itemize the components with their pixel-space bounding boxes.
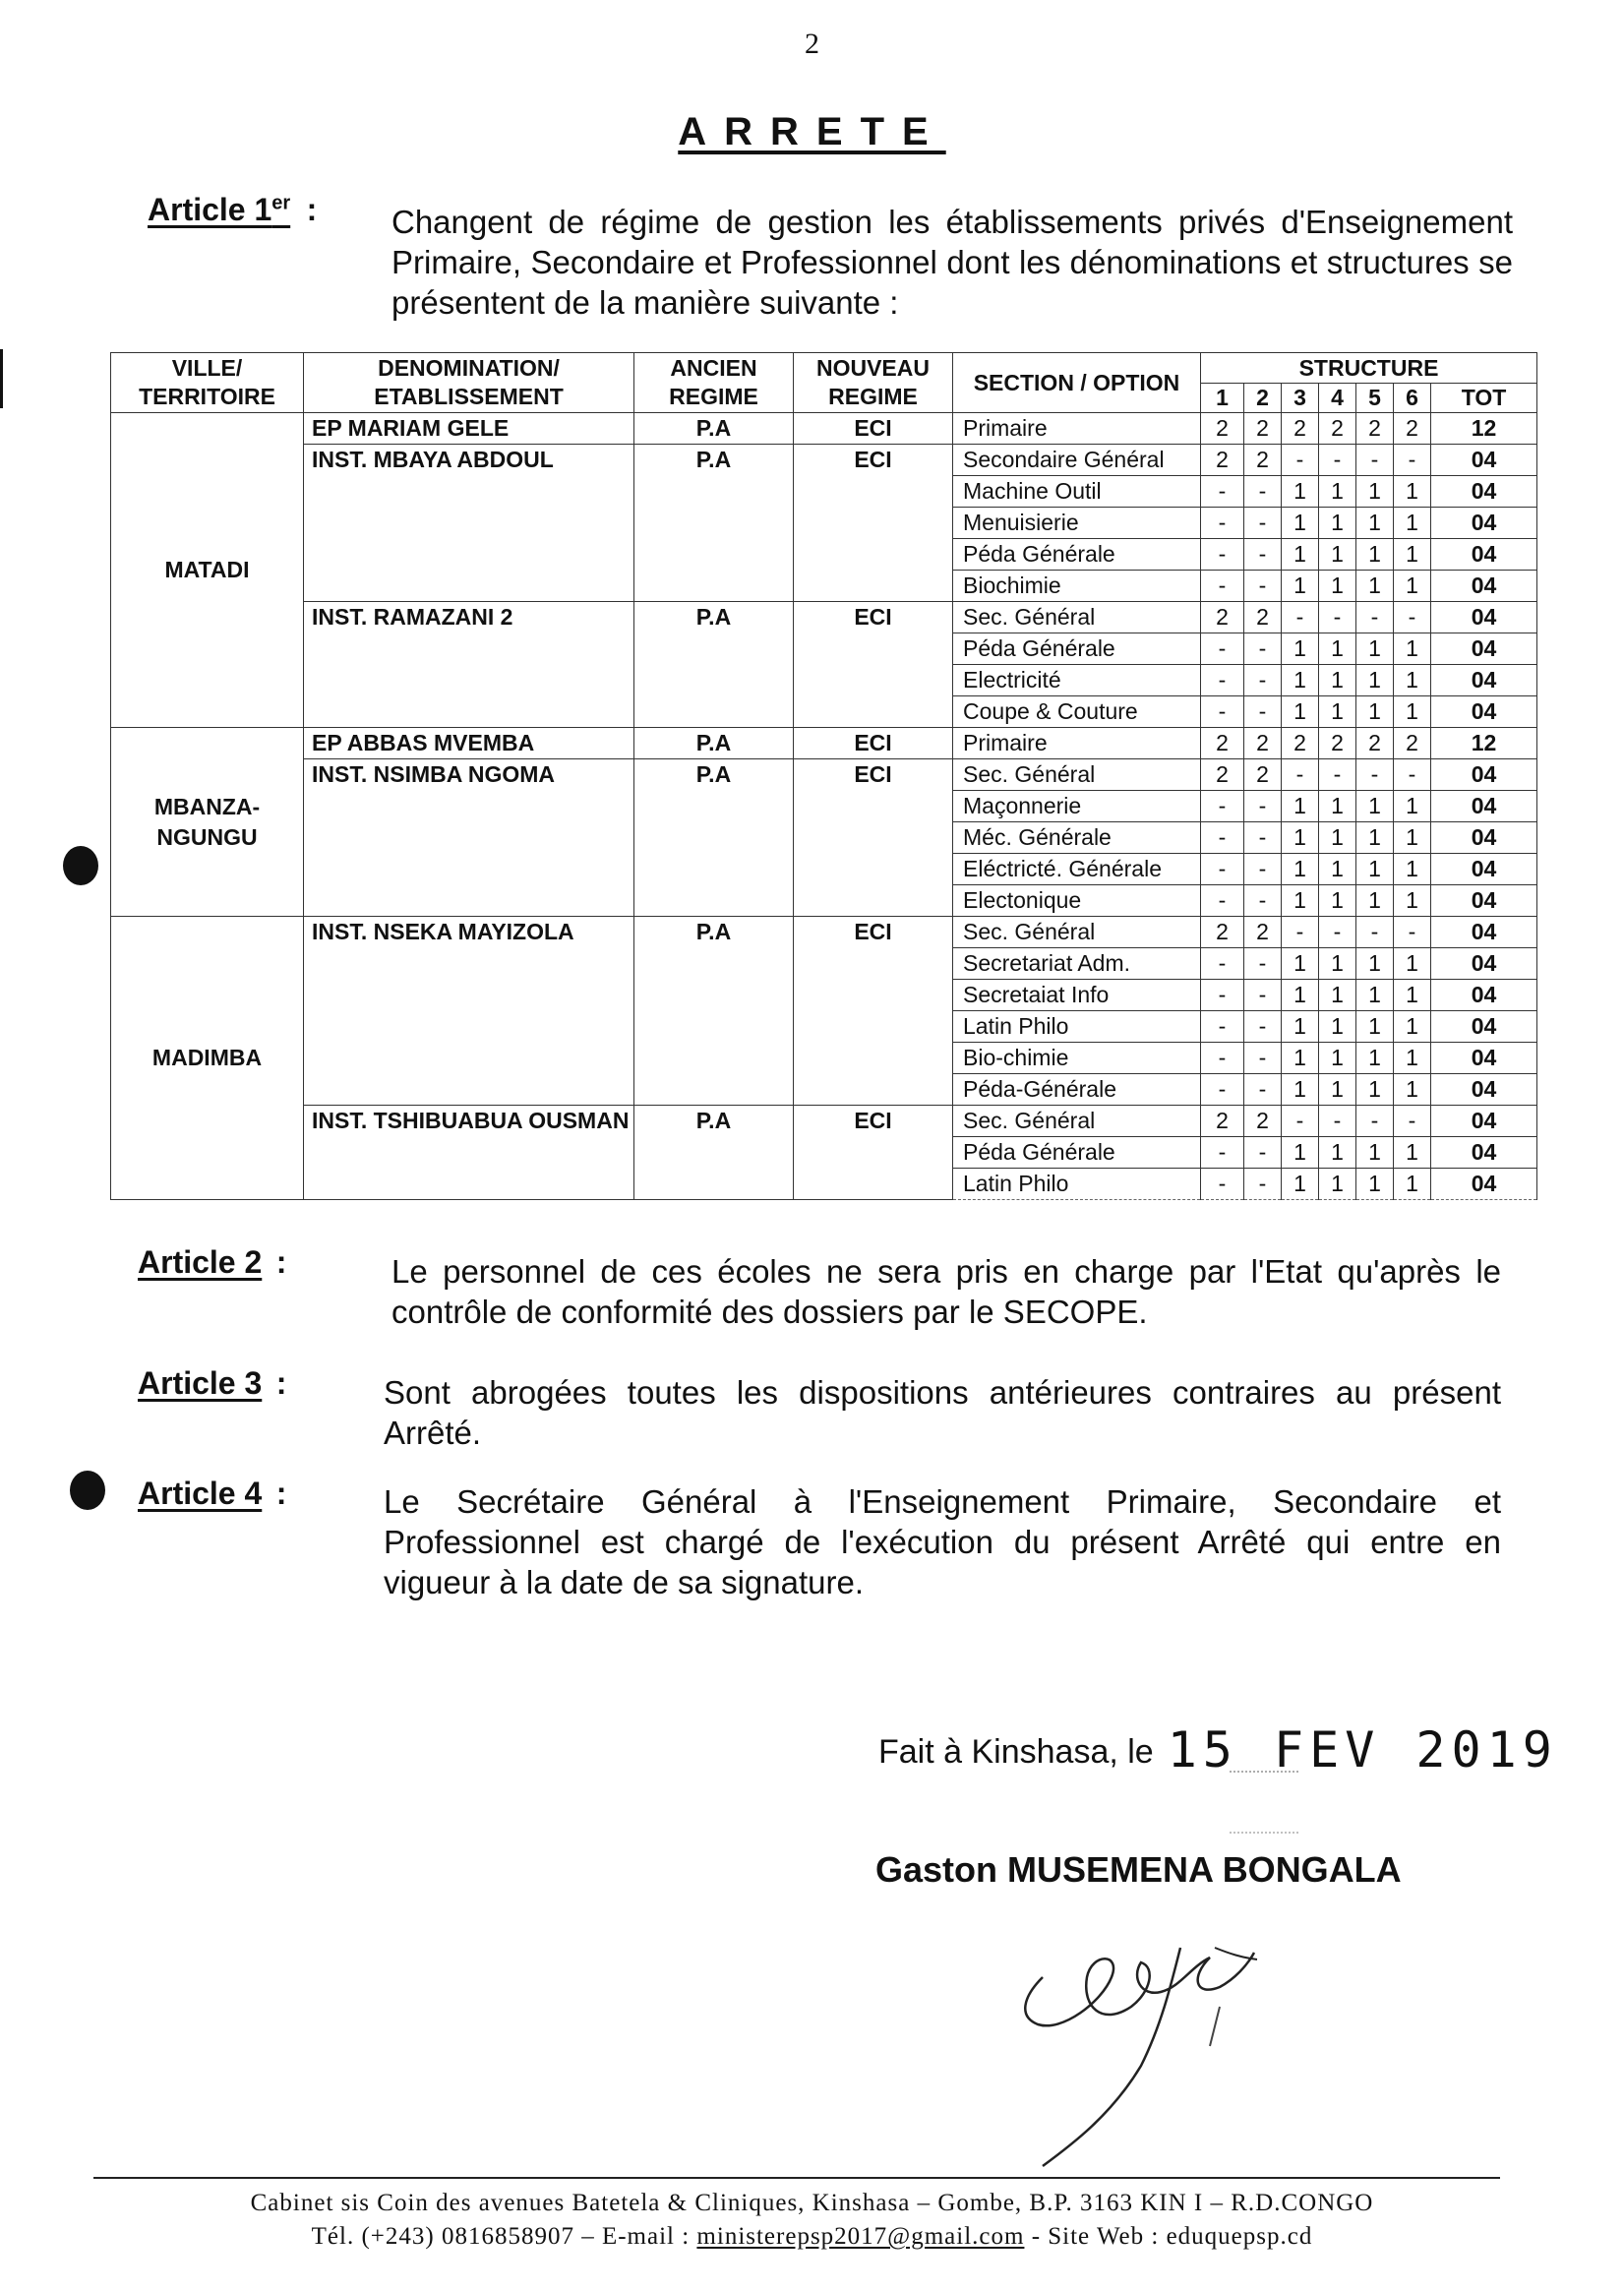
structure-total-cell: 04 [1431, 602, 1537, 633]
structure-year-4-cell: 1 [1319, 885, 1356, 917]
article-2-text: Le personnel de ces écoles ne sera pris en charge par l'Etat qu'après le contrôle de conformité des dossiers par le SECOPE. [391, 1253, 1501, 1330]
header-col-1: 1 [1201, 384, 1244, 413]
section-option-cell: Péda-Générale [953, 1074, 1201, 1106]
structure-year-5-cell: 1 [1356, 571, 1394, 602]
page-number: 2 [805, 28, 819, 60]
structure-year-3-cell: - [1282, 917, 1319, 948]
structure-year-1-cell: - [1201, 696, 1244, 728]
punch-hole-mark [70, 1471, 105, 1510]
structure-year-4-cell: - [1319, 1106, 1356, 1137]
article-3-text: Sont abrogées toutes les dispositions antérieures contraires au présent Arrêté. [384, 1374, 1501, 1451]
structure-year-3-cell: 1 [1282, 1074, 1319, 1106]
structure-year-1-cell: - [1201, 1011, 1244, 1043]
article-4-label-group [138, 1476, 286, 1512]
structure-year-6-cell: 1 [1394, 539, 1431, 571]
ancien-regime-cell: P.A [634, 728, 794, 759]
article-3-label: Article 3 [138, 1365, 263, 1401]
structure-total-cell: 04 [1431, 445, 1537, 476]
structure-year-2-cell: 2 [1244, 1106, 1282, 1137]
structure-year-1-cell: - [1201, 665, 1244, 696]
signature-date-stamp: 15 FEV 2019 [1167, 1721, 1558, 1778]
structure-year-3-cell: 1 [1282, 854, 1319, 885]
structure-year-6-cell: 1 [1394, 885, 1431, 917]
structure-year-6-cell: - [1394, 759, 1431, 791]
header-section-option: SECTION / OPTION [953, 353, 1201, 413]
structure-year-6-cell: 1 [1394, 980, 1431, 1011]
structure-total-cell: 04 [1431, 885, 1537, 917]
structure-year-1-cell: - [1201, 571, 1244, 602]
structure-year-4-cell: - [1319, 602, 1356, 633]
structure-year-2-cell: - [1244, 633, 1282, 665]
structure-year-4-cell: 2 [1319, 413, 1356, 445]
structure-year-4-cell: 1 [1319, 948, 1356, 980]
structure-year-3-cell: 1 [1282, 1169, 1319, 1200]
section-option-cell: Péda Générale [953, 539, 1201, 571]
structure-year-4-cell: 1 [1319, 1011, 1356, 1043]
structure-total-cell: 04 [1431, 476, 1537, 508]
section-option-cell: Sec. Général [953, 1106, 1201, 1137]
structure-year-5-cell: 2 [1356, 413, 1394, 445]
section-option-cell: Biochimie [953, 571, 1201, 602]
structure-year-1-cell: - [1201, 822, 1244, 854]
section-option-cell: Latin Philo [953, 1011, 1201, 1043]
article-4-text: Le Secrétaire Général à l'Enseignement Primaire, Secondaire et Professionnel est chargé de l'exécution du présent Arrêté qui entre en vigueur à la date de sa signature. [384, 1483, 1501, 1600]
structure-year-3-cell: 1 [1282, 791, 1319, 822]
structure-total-cell: 04 [1431, 854, 1537, 885]
structure-year-2-cell: 2 [1244, 413, 1282, 445]
header-col-tot: TOT [1431, 384, 1537, 413]
section-option-cell: Méc. Générale [953, 822, 1201, 854]
structure-year-5-cell: 1 [1356, 854, 1394, 885]
structure-year-4-cell: 1 [1319, 571, 1356, 602]
structure-total-cell: 04 [1431, 571, 1537, 602]
structure-total-cell: 04 [1431, 1106, 1537, 1137]
structure-year-5-cell: 1 [1356, 791, 1394, 822]
establishment-name: INST. MBAYA ABDOUL [304, 445, 634, 602]
structure-year-2-cell: - [1244, 1074, 1282, 1106]
structure-year-6-cell: 1 [1394, 476, 1431, 508]
structure-year-6-cell: 1 [1394, 1043, 1431, 1074]
structure-year-3-cell: 1 [1282, 633, 1319, 665]
header-structure: STRUCTURE [1201, 353, 1537, 384]
structure-year-2-cell: - [1244, 508, 1282, 539]
article-2-label: Article 2 [138, 1244, 263, 1280]
establishment-name: EP ABBAS MVEMBA [304, 728, 634, 759]
structure-year-1-cell: 2 [1201, 445, 1244, 476]
structure-year-5-cell: 1 [1356, 1043, 1394, 1074]
structure-year-5-cell: - [1356, 1106, 1394, 1137]
nouveau-regime-cell: ECI [794, 413, 953, 445]
structure-year-2-cell: 2 [1244, 602, 1282, 633]
section-option-cell: Coupe & Couture [953, 696, 1201, 728]
section-option-cell: Péda Générale [953, 1137, 1201, 1169]
section-option-cell: Sec. Général [953, 602, 1201, 633]
structure-year-6-cell: - [1394, 1106, 1431, 1137]
structure-total-cell: 04 [1431, 759, 1537, 791]
structure-year-2-cell: 2 [1244, 917, 1282, 948]
structure-year-4-cell: - [1319, 445, 1356, 476]
structure-year-4-cell: 1 [1319, 476, 1356, 508]
structure-year-4-cell: 1 [1319, 1043, 1356, 1074]
structure-year-5-cell: - [1356, 917, 1394, 948]
structure-year-2-cell: - [1244, 885, 1282, 917]
ville-cell: MATADI [111, 413, 304, 728]
structure-total-cell: 04 [1431, 917, 1537, 948]
table-row [111, 445, 1537, 476]
section-option-cell: Secondaire Général [953, 445, 1201, 476]
structure-year-3-cell: 1 [1282, 822, 1319, 854]
structure-year-2-cell: 2 [1244, 728, 1282, 759]
structure-year-5-cell: - [1356, 602, 1394, 633]
structure-total-cell: 04 [1431, 508, 1537, 539]
nouveau-regime-cell: ECI [794, 1106, 953, 1200]
header-col-6: 6 [1394, 384, 1431, 413]
structure-total-cell: 04 [1431, 948, 1537, 980]
article-4-colon: : [275, 1476, 287, 1511]
structure-year-3-cell: 1 [1282, 665, 1319, 696]
structure-year-1-cell: - [1201, 980, 1244, 1011]
structure-year-1-cell: - [1201, 633, 1244, 665]
structure-year-3-cell: 1 [1282, 1011, 1319, 1043]
structure-year-5-cell: 1 [1356, 633, 1394, 665]
establishment-name: EP MARIAM GELE [304, 413, 634, 445]
structure-year-3-cell: - [1282, 602, 1319, 633]
structure-year-3-cell: 1 [1282, 948, 1319, 980]
structure-year-3-cell: 1 [1282, 980, 1319, 1011]
structure-year-3-cell: 2 [1282, 413, 1319, 445]
structure-year-2-cell: - [1244, 476, 1282, 508]
structure-year-2-cell: - [1244, 571, 1282, 602]
structure-year-4-cell: 1 [1319, 633, 1356, 665]
section-option-cell: Bio-chimie [953, 1043, 1201, 1074]
structure-year-6-cell: 2 [1394, 413, 1431, 445]
article-1-label: Article 1er [148, 192, 291, 227]
structure-year-5-cell: 1 [1356, 980, 1394, 1011]
section-option-cell: Eléctricté. Générale [953, 854, 1201, 885]
structure-year-2-cell: - [1244, 1137, 1282, 1169]
structure-year-6-cell: 1 [1394, 822, 1431, 854]
article-1-label-group [148, 192, 317, 228]
ancien-regime-cell: P.A [634, 602, 794, 728]
structure-year-5-cell: 1 [1356, 885, 1394, 917]
structure-year-3-cell: 2 [1282, 728, 1319, 759]
structure-year-4-cell: - [1319, 917, 1356, 948]
nouveau-regime-cell: ECI [794, 728, 953, 759]
structure-total-cell: 04 [1431, 1137, 1537, 1169]
table-row [111, 602, 1537, 633]
structure-year-6-cell: - [1394, 445, 1431, 476]
structure-year-2-cell: - [1244, 980, 1282, 1011]
ville-cell: MADIMBA [111, 917, 304, 1200]
structure-year-5-cell: 1 [1356, 948, 1394, 980]
structure-year-2-cell: - [1244, 539, 1282, 571]
structure-year-6-cell: 1 [1394, 633, 1431, 665]
structure-year-6-cell: 1 [1394, 696, 1431, 728]
structure-year-4-cell: 1 [1319, 696, 1356, 728]
establishment-name: INST. NSIMBA NGOMA [304, 759, 634, 917]
section-option-cell: Primaire [953, 728, 1201, 759]
structure-year-1-cell: - [1201, 791, 1244, 822]
footer-rule [93, 2177, 1500, 2179]
document-title: ARRETE [678, 110, 946, 153]
header-col-4: 4 [1319, 384, 1356, 413]
structure-year-1-cell: - [1201, 948, 1244, 980]
structure-total-cell: 04 [1431, 633, 1537, 665]
nouveau-regime-cell: ECI [794, 759, 953, 917]
structure-year-1-cell: - [1201, 1137, 1244, 1169]
structure-year-3-cell: 1 [1282, 696, 1319, 728]
structure-year-1-cell: 2 [1201, 602, 1244, 633]
structure-year-1-cell: - [1201, 539, 1244, 571]
structure-year-5-cell: - [1356, 445, 1394, 476]
structure-year-2-cell: - [1244, 1169, 1282, 1200]
article-3-colon: : [275, 1365, 287, 1401]
nouveau-regime-cell: ECI [794, 602, 953, 728]
structure-year-5-cell: 1 [1356, 1137, 1394, 1169]
structure-year-6-cell: 1 [1394, 1169, 1431, 1200]
header-col-3: 3 [1282, 384, 1319, 413]
header-ville: VILLE/ TERRITOIRE [111, 353, 304, 413]
structure-year-6-cell: 1 [1394, 948, 1431, 980]
section-option-cell: Sec. Général [953, 917, 1201, 948]
structure-year-3-cell: - [1282, 445, 1319, 476]
header-denomination: DENOMINATION/ ETABLISSEMENT [304, 353, 634, 413]
section-option-cell: Latin Philo [953, 1169, 1201, 1200]
structure-year-1-cell: - [1201, 476, 1244, 508]
ancien-regime-cell: P.A [634, 759, 794, 917]
footer-contact [0, 2223, 1624, 2251]
structure-year-1-cell: - [1201, 854, 1244, 885]
table-row [111, 728, 1537, 759]
structure-year-5-cell: 2 [1356, 728, 1394, 759]
scan-edge-mark [0, 349, 3, 408]
ancien-regime-cell: P.A [634, 413, 794, 445]
structure-year-5-cell: 1 [1356, 508, 1394, 539]
article-4-label: Article 4 [138, 1476, 263, 1511]
structure-year-3-cell: 1 [1282, 885, 1319, 917]
section-option-cell: Maçonnerie [953, 791, 1201, 822]
table-row [111, 1106, 1537, 1137]
table-row [111, 759, 1537, 791]
structure-year-4-cell: 1 [1319, 822, 1356, 854]
structure-year-1-cell: 2 [1201, 413, 1244, 445]
structure-year-2-cell: - [1244, 822, 1282, 854]
structure-year-1-cell: - [1201, 1074, 1244, 1106]
structure-year-3-cell: 1 [1282, 476, 1319, 508]
structure-year-2-cell: 2 [1244, 445, 1282, 476]
structure-total-cell: 12 [1431, 413, 1537, 445]
structure-year-4-cell: 1 [1319, 1074, 1356, 1106]
header-col-2: 2 [1244, 384, 1282, 413]
stamp-trace [1230, 1771, 1298, 1834]
establishment-name: INST. RAMAZANI 2 [304, 602, 634, 728]
structure-year-4-cell: 1 [1319, 791, 1356, 822]
header-ancien-regime: ANCIEN REGIME [634, 353, 794, 413]
footer-website: - Site Web : eduquepsp.cd [1031, 2223, 1313, 2250]
article-2-colon: : [275, 1244, 287, 1280]
structure-year-6-cell: 1 [1394, 571, 1431, 602]
structure-total-cell: 04 [1431, 1169, 1537, 1200]
establishment-name: INST. NSEKA MAYIZOLA [304, 917, 634, 1106]
structure-year-2-cell: - [1244, 665, 1282, 696]
structure-year-1-cell: - [1201, 1043, 1244, 1074]
structure-year-3-cell: 1 [1282, 571, 1319, 602]
punch-hole-mark [63, 846, 98, 885]
structure-total-cell: 04 [1431, 822, 1537, 854]
establishment-name: INST. TSHIBUABUA OUSMAN [304, 1106, 634, 1200]
structure-year-6-cell: 1 [1394, 1074, 1431, 1106]
nouveau-regime-cell: ECI [794, 917, 953, 1106]
section-option-cell: Secretaiat Info [953, 980, 1201, 1011]
structure-year-1-cell: 2 [1201, 917, 1244, 948]
structure-year-2-cell: - [1244, 696, 1282, 728]
structure-year-4-cell: 1 [1319, 665, 1356, 696]
article-1-colon: : [306, 192, 318, 227]
footer-phone: Tél. (+243) 0816858907 – E-mail : [311, 2223, 691, 2250]
structure-year-2-cell: 2 [1244, 759, 1282, 791]
structure-year-4-cell: 1 [1319, 508, 1356, 539]
section-option-cell: Secretariat Adm. [953, 948, 1201, 980]
structure-year-6-cell: 1 [1394, 791, 1431, 822]
section-option-cell: Menuisierie [953, 508, 1201, 539]
structure-year-4-cell: 1 [1319, 1137, 1356, 1169]
structure-year-6-cell: 1 [1394, 665, 1431, 696]
handwritten-signature [984, 1908, 1338, 2184]
structure-total-cell: 12 [1431, 728, 1537, 759]
header-nouveau-regime: NOUVEAU REGIME [794, 353, 953, 413]
table-row [111, 917, 1537, 948]
signature-place: Fait à Kinshasa, le [878, 1733, 1154, 1771]
section-option-cell: Sec. Général [953, 759, 1201, 791]
structure-year-5-cell: 1 [1356, 476, 1394, 508]
structure-year-6-cell: - [1394, 917, 1431, 948]
structure-year-4-cell: 1 [1319, 854, 1356, 885]
structure-year-1-cell: - [1201, 1169, 1244, 1200]
section-option-cell: Electonique [953, 885, 1201, 917]
structure-year-5-cell: 1 [1356, 665, 1394, 696]
section-option-cell: Machine Outil [953, 476, 1201, 508]
structure-year-5-cell: 1 [1356, 1169, 1394, 1200]
structure-total-cell: 04 [1431, 980, 1537, 1011]
article-3-label-group [138, 1365, 286, 1402]
structure-year-2-cell: - [1244, 1043, 1282, 1074]
article-2-label-group [138, 1244, 286, 1281]
structure-year-3-cell: 1 [1282, 1137, 1319, 1169]
structure-year-5-cell: 1 [1356, 1011, 1394, 1043]
structure-year-1-cell: 2 [1201, 728, 1244, 759]
structure-year-6-cell: 1 [1394, 1011, 1431, 1043]
ancien-regime-cell: P.A [634, 1106, 794, 1200]
structure-year-5-cell: 1 [1356, 1074, 1394, 1106]
signatory-name: Gaston MUSEMENA BONGALA [875, 1849, 1402, 1890]
structure-year-1-cell: 2 [1201, 1106, 1244, 1137]
structure-year-4-cell: 2 [1319, 728, 1356, 759]
footer-email-link[interactable]: ministerepsp2017@gmail.com [696, 2223, 1025, 2250]
signature-place-date [878, 1721, 1558, 1778]
nouveau-regime-cell: ECI [794, 445, 953, 602]
structure-total-cell: 04 [1431, 1043, 1537, 1074]
structure-year-3-cell: - [1282, 1106, 1319, 1137]
ancien-regime-cell: P.A [634, 917, 794, 1106]
footer-address: Cabinet sis Coin des avenues Batetela & Cliniques, Kinshasa – Gombe, B.P. 3163 KIN I – R.D.CONGO [250, 2190, 1374, 2216]
structure-year-4-cell: 1 [1319, 1169, 1356, 1200]
section-option-cell: Péda Générale [953, 633, 1201, 665]
structure-year-3-cell: 1 [1282, 508, 1319, 539]
structure-year-1-cell: - [1201, 508, 1244, 539]
structure-year-2-cell: - [1244, 948, 1282, 980]
structure-total-cell: 04 [1431, 791, 1537, 822]
structure-year-2-cell: - [1244, 1011, 1282, 1043]
structure-total-cell: 04 [1431, 1074, 1537, 1106]
article-1-text: Changent de régime de gestion les établissements privés d'Enseignement Primaire, Secondaire et Professionnel dont les dénominations et structures se présentent de la manière suivante : [391, 204, 1513, 321]
structure-total-cell: 04 [1431, 1011, 1537, 1043]
structure-year-1-cell: 2 [1201, 759, 1244, 791]
structure-year-3-cell: - [1282, 759, 1319, 791]
structure-year-6-cell: 2 [1394, 728, 1431, 759]
structure-year-3-cell: 1 [1282, 539, 1319, 571]
structure-table [110, 352, 1537, 1200]
structure-year-6-cell: - [1394, 602, 1431, 633]
structure-total-cell: 04 [1431, 696, 1537, 728]
structure-year-5-cell: 1 [1356, 822, 1394, 854]
structure-year-2-cell: - [1244, 791, 1282, 822]
table-row [111, 413, 1537, 445]
structure-year-4-cell: - [1319, 759, 1356, 791]
ville-cell: MBANZA- NGUNGU [111, 728, 304, 917]
structure-year-4-cell: 1 [1319, 539, 1356, 571]
structure-year-5-cell: 1 [1356, 696, 1394, 728]
structure-year-6-cell: 1 [1394, 854, 1431, 885]
header-col-5: 5 [1356, 384, 1394, 413]
structure-year-1-cell: - [1201, 885, 1244, 917]
section-option-cell: Electricité [953, 665, 1201, 696]
section-option-cell: Primaire [953, 413, 1201, 445]
structure-total-cell: 04 [1431, 539, 1537, 571]
structure-year-5-cell: - [1356, 759, 1394, 791]
structure-year-3-cell: 1 [1282, 1043, 1319, 1074]
structure-year-4-cell: 1 [1319, 980, 1356, 1011]
structure-year-6-cell: 1 [1394, 1137, 1431, 1169]
structure-year-6-cell: 1 [1394, 508, 1431, 539]
ancien-regime-cell: P.A [634, 445, 794, 602]
structure-year-5-cell: 1 [1356, 539, 1394, 571]
structure-total-cell: 04 [1431, 665, 1537, 696]
structure-year-2-cell: - [1244, 854, 1282, 885]
